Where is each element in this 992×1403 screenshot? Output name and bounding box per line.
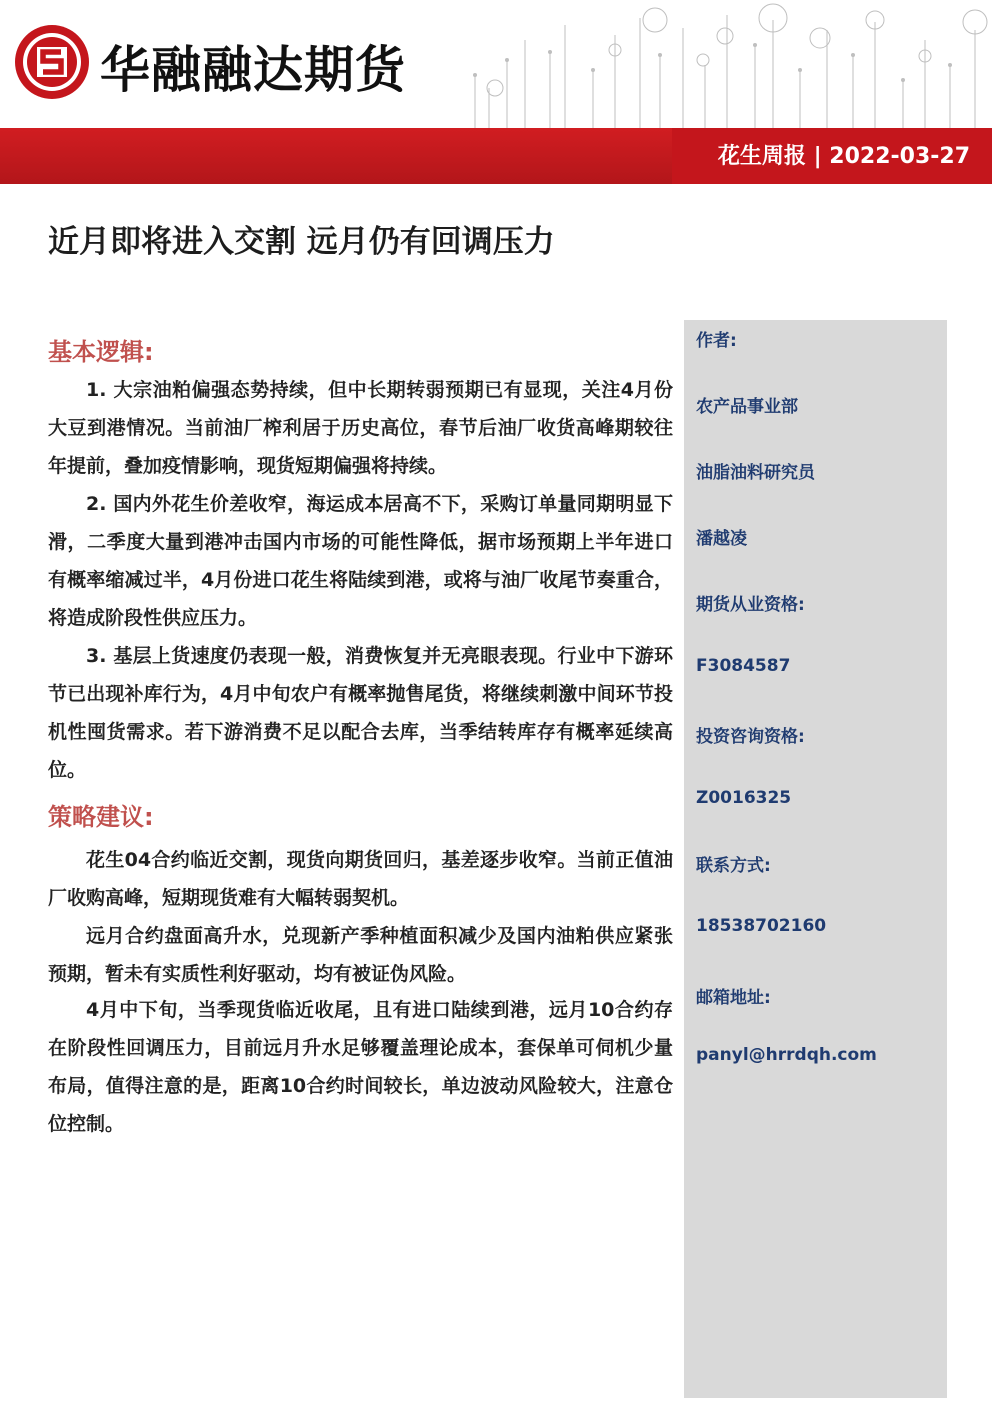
- page-header: [0, 0, 992, 130]
- decorative-pattern: [455, 0, 992, 130]
- contact-phone: 18538702160: [696, 916, 827, 936]
- report-type-date: 花生周报 | 2022-03-27: [717, 144, 970, 169]
- strategy-heading: 策略建议:: [48, 803, 154, 831]
- email-label: 邮箱地址:: [696, 988, 771, 1008]
- contact-label: 联系方式:: [696, 856, 771, 876]
- brand-name: 华融融达期货: [100, 40, 406, 99]
- investment-qualification-number: Z0016325: [696, 788, 792, 808]
- futures-qualification-label: 期货从业资格:: [696, 595, 805, 615]
- author-department: 农产品事业部: [696, 397, 798, 417]
- logic-paragraph-1: 1. 大宗油粕偏强态势持续，但中长期转弱预期已有显现，关注4月份大豆到港情况。当前油厂榨利居于历史高位，春节后油厂收货高峰期较往年提前，叠加疫情影响，现货短期偏强将持续。: [48, 379, 673, 477]
- strategy-paragraph-2: 远月合约盘面高升水，兑现新产季种植面积减少及国内油粕供应紧张预期，暂未有实质性利好驱动，均有被证伪风险。: [48, 925, 673, 985]
- company-logo-icon: [12, 22, 92, 102]
- investment-qualification-label: 投资咨询资格:: [696, 727, 805, 747]
- logic-heading: 基本逻辑:: [48, 338, 154, 366]
- author-position: 油脂油料研究员: [696, 463, 815, 483]
- strategy-paragraph-3: 4月中下旬，当季现货临近收尾，且有进口陆续到港，远月10合约存在阶段性回调压力，目前远月升水足够覆盖理论成本，套保单可伺机少量布局，值得注意的是，距离10合约时间较长，单边波动风险较大，注意仓位控制。: [48, 999, 673, 1135]
- logic-paragraph-2: 2. 国内外花生价差收窄，海运成本居高不下，采购订单量同期明显下滑，二季度大量到港冲击国内市场的可能性降低，据市场预期上半年进口有概率缩减过半，4月份进口花生将陆续到港，或将与油厂收尾节奏重合，将造成阶段性供应压力。: [48, 493, 673, 629]
- author-label: 作者:: [696, 331, 737, 351]
- strategy-paragraph-1: 花生04合约临近交割，现货向期货回归，基差逐步收窄。当前正值油厂收购高峰，短期现货难有大幅转弱契机。: [48, 849, 673, 909]
- logic-paragraph-3: 3. 基层上货速度仍表现一般，消费恢复并无亮眼表现。行业中下游环节已出现补库行为，4月中旬农户有概率抛售尾货，将继续刺激中间环节投机性囤货需求。若下游消费不足以配合去库，当季结转库存有概率延续高位。: [48, 645, 673, 781]
- futures-qualification-number: F3084587: [696, 656, 791, 676]
- author-name: 潘越凌: [696, 529, 747, 549]
- contact-email[interactable]: panyl@hrrdqh.com: [696, 1045, 877, 1065]
- report-title: 近月即将进入交割 远月仍有回调压力: [48, 224, 555, 260]
